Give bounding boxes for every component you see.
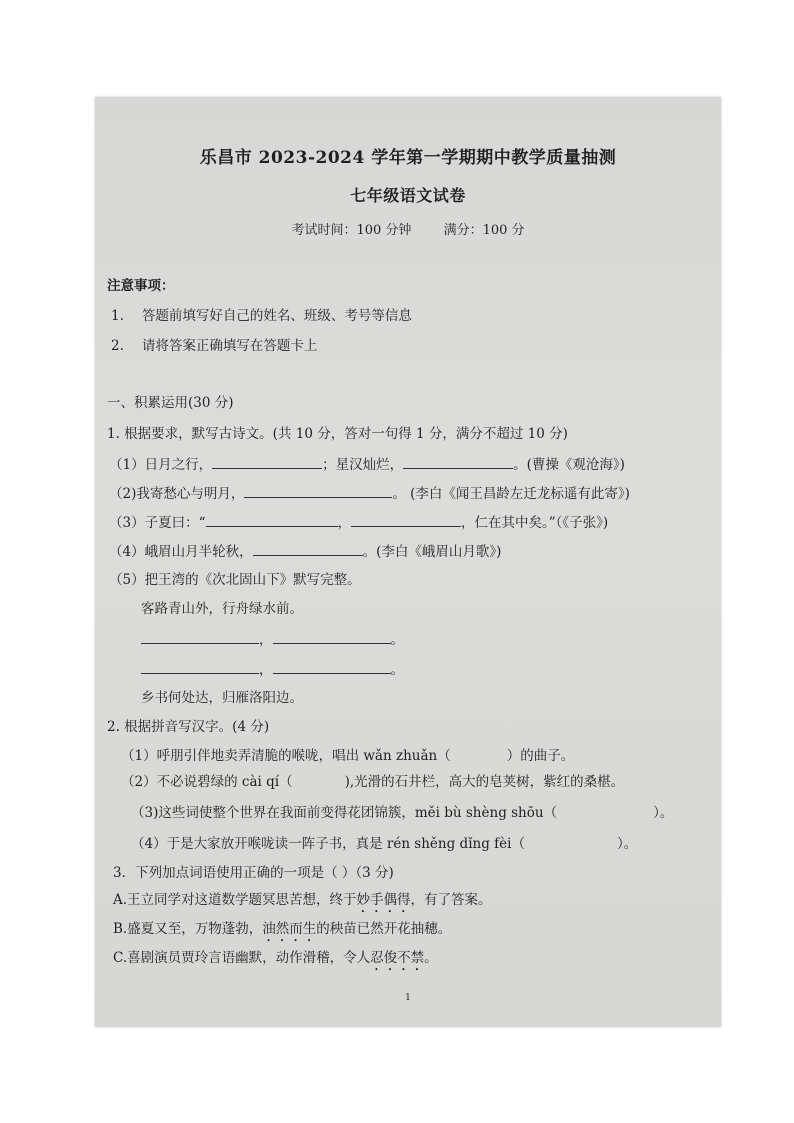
poem-blank-line-1: ， 。	[141, 630, 404, 649]
exam-title: 乐昌市 2023-2024 学年第一学期期中教学质量抽测	[199, 148, 617, 168]
exam-info	[95, 222, 721, 240]
answer-blank	[253, 542, 363, 556]
question-2-stem: 2. 根据拼音写汉字。(4 分)	[107, 719, 270, 735]
answer-blank	[273, 630, 391, 644]
notice-heading: 注意事项：	[107, 278, 175, 294]
page-number: 1	[405, 993, 411, 1003]
question-1-sub-2: （2)我寄愁心与明月， 。 (李白《闻王昌龄左迁龙标遥有此寄》)	[109, 486, 630, 502]
question-1-stem: 1. 根据要求，默写古诗文。(共 10 分，答对一句得 1 分，满分不超过 10 分)	[107, 426, 568, 442]
answer-blank	[141, 660, 259, 674]
question-1-sub-1: （1）日月之行， ；星汉灿烂， 。(曹操《观沧海》)	[109, 457, 625, 473]
question-2-sub-3: （3)这些词使整个世界在我面前变得花团锦簇，měi bù shèng shōu（ ）。	[131, 805, 674, 821]
exam-time: 考试时间：100 分钟	[291, 223, 412, 238]
section-heading: 一、积累运用(30 分)	[107, 395, 234, 411]
question-2-sub-2: （2）不必说碧绿的 cài qí（ ),光滑的石井栏，高大的皂荚树，紫红的桑椹。	[121, 774, 625, 790]
answer-blank	[403, 455, 513, 469]
question-2-sub-4: （4）于是大家放开喉咙读一阵子书，真是 rén shěng dǐng fèi（ ）。	[131, 836, 638, 852]
answer-blank	[206, 513, 338, 527]
answer-blank	[212, 455, 322, 469]
question-1-sub-4: （4）峨眉山月半轮秋， 。(李白《峨眉山月歌》)	[109, 544, 502, 560]
poem-blank-line-2: ， 。	[141, 660, 404, 679]
exam-paper	[95, 97, 721, 1027]
option-c: C.喜剧演员贾玲言语幽默，动作滑稽，令人忍俊不禁。	[113, 950, 438, 966]
question-3-stem: 3．下列加点词语使用正确的一项是（ ）（3 分)	[113, 865, 394, 881]
question-1-sub-3: （3）子夏曰：“ ， ，仁在其中矣。”（《子张》)	[109, 515, 609, 531]
answer-blank	[141, 630, 259, 644]
poem-line-4: 乡书何处达，归雁洛阳边。	[141, 690, 303, 706]
poem-line-1: 客路青山外，行舟绿水前。	[141, 601, 303, 617]
question-1-sub-5: （5）把王湾的《次北固山下》默写完整。	[109, 572, 361, 588]
answer-blank	[273, 660, 391, 674]
answer-blank	[351, 513, 461, 527]
question-2-sub-1: （1）呼朋引伴地卖弄清脆的喉咙，唱出 wǎn zhuǎn（ ）的曲子。	[121, 748, 575, 764]
option-a: A.王立同学对这道数学题冥思苦想，终于妙手偶得，有了答案。	[113, 892, 492, 908]
notice-item-1: 1. 答题前填写好自己的姓名、班级、考号等信息	[111, 308, 412, 324]
exam-subtitle: 七年级语文试卷	[350, 186, 466, 205]
option-b: B.盛夏又至，万物蓬勃，油然而生的秧苗已然开花抽穗。	[113, 921, 452, 937]
answer-blank	[244, 484, 392, 498]
notice-item-2: 2. 请将答案正确填写在答题卡上	[111, 338, 318, 354]
exam-score: 满分：100 分	[443, 223, 525, 238]
